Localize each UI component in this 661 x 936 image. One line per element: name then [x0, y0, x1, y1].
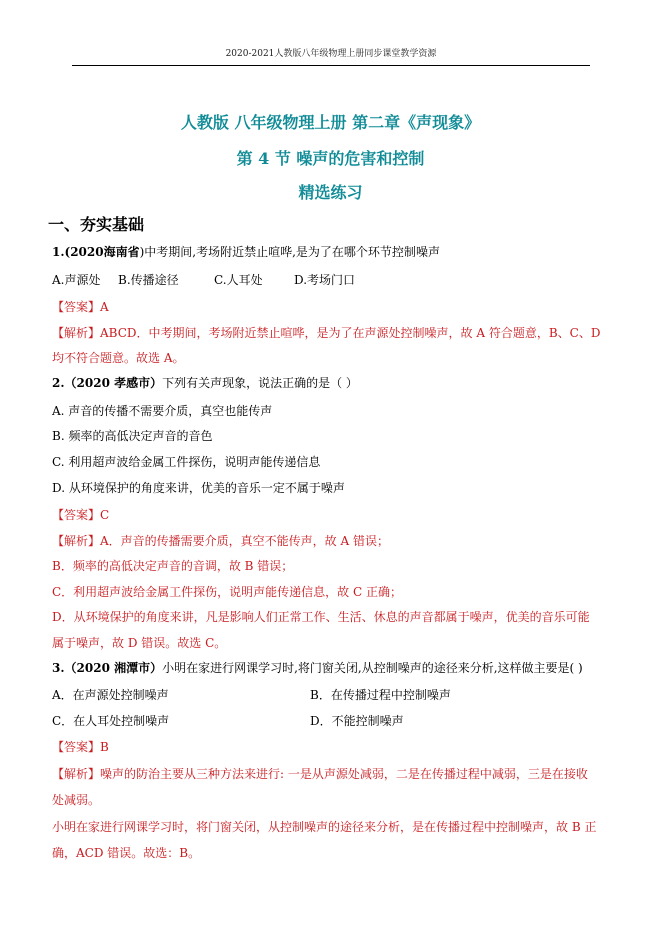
q3-stem: 小明在家进行网课学习时,将门窗关闭,从控制噪声的途径来分析,这样做主要是( ): [162, 661, 583, 675]
q2-analysis-d: D．从环境保护的角度来讲，凡是影响人们正常工作、生活、休息的声音都属于噪声，优美的音乐可能: [52, 610, 590, 624]
q1-analysis: [52, 326, 600, 340]
q3-option-b: B．在传播过程中控制噪声: [310, 688, 451, 702]
q3-number: 3.（2020 湘潭市）: [52, 661, 163, 675]
page-header: 2020-2021人教版八年级物理上册同步课堂教学资源: [72, 46, 590, 66]
answer-value: A: [100, 300, 109, 314]
analysis-text: A．声音的传播需要介质，真空不能传声，故 A 错误；: [100, 534, 389, 548]
q2-stem: 下列有关声现象，说法正确的是（ ）: [162, 376, 358, 390]
answer-value: B: [100, 740, 109, 754]
q1-stem: )中考期间,考场附近禁止喧哗,是为了在哪个环节控制噪声: [139, 245, 440, 259]
q3-option-c: C．在人耳处控制噪声: [52, 714, 170, 728]
q3-option-a: A．在声源处控制噪声: [52, 688, 169, 702]
analysis-text: ABCD．中考期间，考场附近禁止喧哗，是为了在声源处控制噪声，故 A 符合题意，B、C、D: [100, 326, 601, 340]
q1-analysis-cont: 均不符合题意。故选 A。: [52, 351, 185, 365]
q3-options-row2: [52, 714, 572, 728]
q1-source: 海南省: [103, 245, 140, 259]
question-1: [52, 245, 440, 259]
q2-analysis-d-cont: 属于噪声，故 D 错误。故选 C。: [52, 636, 227, 650]
analysis-tag: 【解析】: [52, 767, 101, 781]
analysis-tag: 【解析】: [52, 534, 101, 548]
q2-analysis: [52, 534, 389, 548]
q1-option-c: C.人耳处: [214, 273, 263, 287]
answer-tag: 【答案】: [52, 508, 101, 522]
doc-section-title: 精选练习: [298, 183, 363, 202]
q2-option-d: D. 从环境保护的角度来讲，优美的音乐一定不属于噪声: [52, 481, 345, 495]
q3-options-row1: [52, 688, 572, 702]
answer-tag: 【答案】: [52, 300, 101, 314]
q2-analysis-c: C．利用超声波给金属工件探伤，说明声能传递信息，故 C 正确；: [52, 585, 402, 599]
q2-analysis-b: B．频率的高低决定声音的音调，故 B 错误；: [52, 559, 294, 573]
question-2: [52, 376, 358, 390]
q3-analysis: [52, 767, 588, 781]
analysis-tag: 【解析】: [52, 326, 101, 340]
q1-option-b: B.传播途径: [118, 273, 179, 287]
q3-analysis-detail: 小明在家进行网课学习时，将门窗关闭，从控制噪声的途径来分析，是在传播过程中控制噪声，故 B 正: [52, 820, 597, 834]
answer-value: C: [100, 508, 110, 522]
q1-options: [52, 273, 355, 287]
analysis-text: 噪声的防治主要从三种方法来进行: 一是从声源处减弱，二是在传播过程中减弱，三是在接收: [100, 767, 588, 781]
q2-option-b: B. 频率的高低决定声音的音色: [52, 429, 213, 443]
section-heading: 一、夯实基础: [48, 215, 145, 234]
q3-analysis-cont: 处减弱。: [52, 793, 101, 807]
doc-title: 人教版 八年级物理上册 第二章《声现象》: [180, 113, 481, 132]
q1-option-a: A.声源处: [52, 273, 101, 287]
question-3: [52, 661, 583, 675]
q1-answer: [52, 300, 109, 314]
q1-option-d: D.考场门口: [294, 273, 356, 287]
q3-option-d: D．不能控制噪声: [310, 714, 404, 728]
q2-answer: [52, 508, 109, 522]
q2-option-a: A. 声音的传播不需要介质，真空也能传声: [52, 404, 273, 418]
q2-option-c: C. 利用超声波给金属工件探伤，说明声能传递信息: [52, 455, 321, 469]
doc-subtitle: 第 4 节 噪声的危害和控制: [236, 149, 425, 168]
answer-tag: 【答案】: [52, 740, 101, 754]
q3-answer: [52, 740, 109, 754]
q1-number: 1.(2020: [52, 245, 104, 259]
q2-number: 2.（2020 孝感市）: [52, 376, 163, 390]
q3-analysis-detail-cont: 确，ACD 错误。故选：B。: [52, 846, 201, 860]
